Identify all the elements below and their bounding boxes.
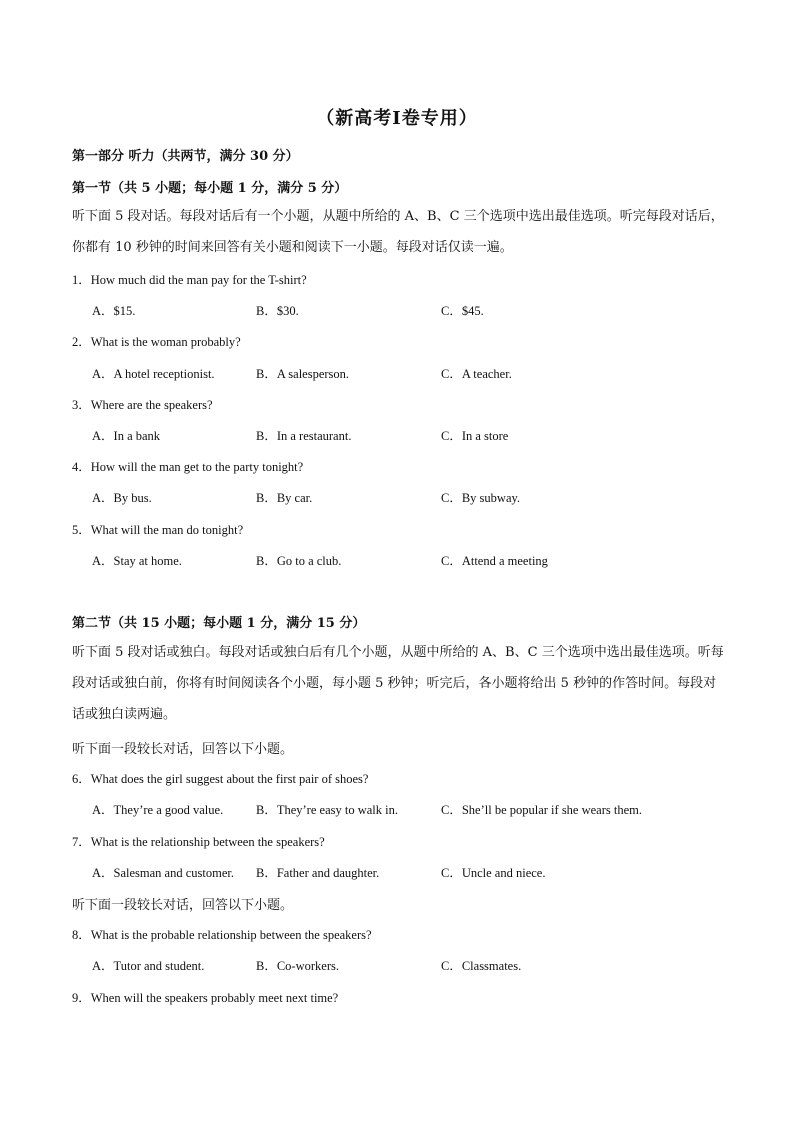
option-8a: A．Tutor and student.	[92, 959, 205, 973]
question-5: 5．What will the man do tonight?	[72, 523, 244, 537]
page-title: （新高考I卷专用）	[316, 108, 478, 129]
option-1a: A．$15.	[92, 304, 136, 318]
question-3: 3．Where are the speakers?	[72, 398, 213, 412]
part1-heading: 第一部分 听力（共两节，满分 30 分）	[72, 149, 299, 164]
option-8b: B．Co-workers.	[256, 959, 339, 973]
option-2a: A．A hotel receptionist.	[92, 367, 215, 381]
option-5c: C．Attend a meeting	[441, 554, 548, 568]
instruction-6-7: 听下面一段较长对话，回答以下小题。	[72, 742, 294, 757]
option-3c: C．In a store	[441, 429, 509, 443]
option-1c: C．$45.	[441, 304, 484, 318]
question-4: 4．How will the man get to the party tonight?	[72, 460, 304, 474]
option-2c: C．A teacher.	[441, 367, 512, 381]
instruction-8-9: 听下面一段较长对话，回答以下小题。	[72, 898, 294, 913]
section2-intro: 听下面 5 段对话或独白。每段对话或独白后有几个小题，从题中所给的 A、B、C 三个选项中选出最佳选项。听每段对话或独白前，你将有时间阅读各个小题，每小题 5 秒钟；听完后，各小题将给出 5 秒钟的作答时间。每段对话或独白读两遍。	[72, 645, 724, 722]
option-4a: A．By bus.	[92, 491, 152, 505]
question-8: 8．What is the probable relationship between the speakers?	[72, 928, 372, 942]
option-4c: C．By subway.	[441, 491, 521, 505]
option-6c: C．She’ll be popular if she wears them.	[441, 803, 642, 817]
option-4b: B．By car.	[256, 491, 313, 505]
question-7: 7．What is the relationship between the speakers?	[72, 835, 325, 849]
question-2: 2．What is the woman probably?	[72, 335, 241, 349]
section1-intro: 听下面 5 段对话。每段对话后有一个小题，从题中所给的 A、B、C 三个选项中选出最佳选项。听完每段对话后，你都有 10 秒钟的时间来回答有关小题和阅读下一小题。每段对话仅读一遍。	[72, 209, 724, 255]
option-7c: C．Uncle and niece.	[441, 866, 546, 880]
question-1: 1．How much did the man pay for the T-shirt?	[72, 273, 307, 287]
option-6b: B．They’re easy to walk in.	[256, 803, 398, 817]
option-6a: A．They’re a good value.	[92, 803, 224, 817]
option-3b: B．In a restaurant.	[256, 429, 352, 443]
option-7a: A．Salesman and customer.	[92, 866, 234, 880]
section1-heading: 第一节（共 5 小题；每小题 1 分，满分 5 分）	[72, 181, 348, 196]
option-3a: A．In a bank	[92, 429, 161, 443]
question-6: 6．What does the girl suggest about the first pair of shoes?	[72, 772, 369, 786]
option-8c: C．Classmates.	[441, 959, 522, 973]
option-7b: B．Father and daughter.	[256, 866, 380, 880]
question-9: 9．When will the speakers probably meet next time?	[72, 991, 339, 1005]
option-2b: B．A salesperson.	[256, 367, 350, 381]
option-1b: B．$30.	[256, 304, 299, 318]
section2-heading: 第二节（共 15 小题；每小题 1 分，满分 15 分）	[72, 616, 366, 631]
option-5a: A．Stay at home.	[92, 554, 182, 568]
option-5b: B．Go to a club.	[256, 554, 342, 568]
